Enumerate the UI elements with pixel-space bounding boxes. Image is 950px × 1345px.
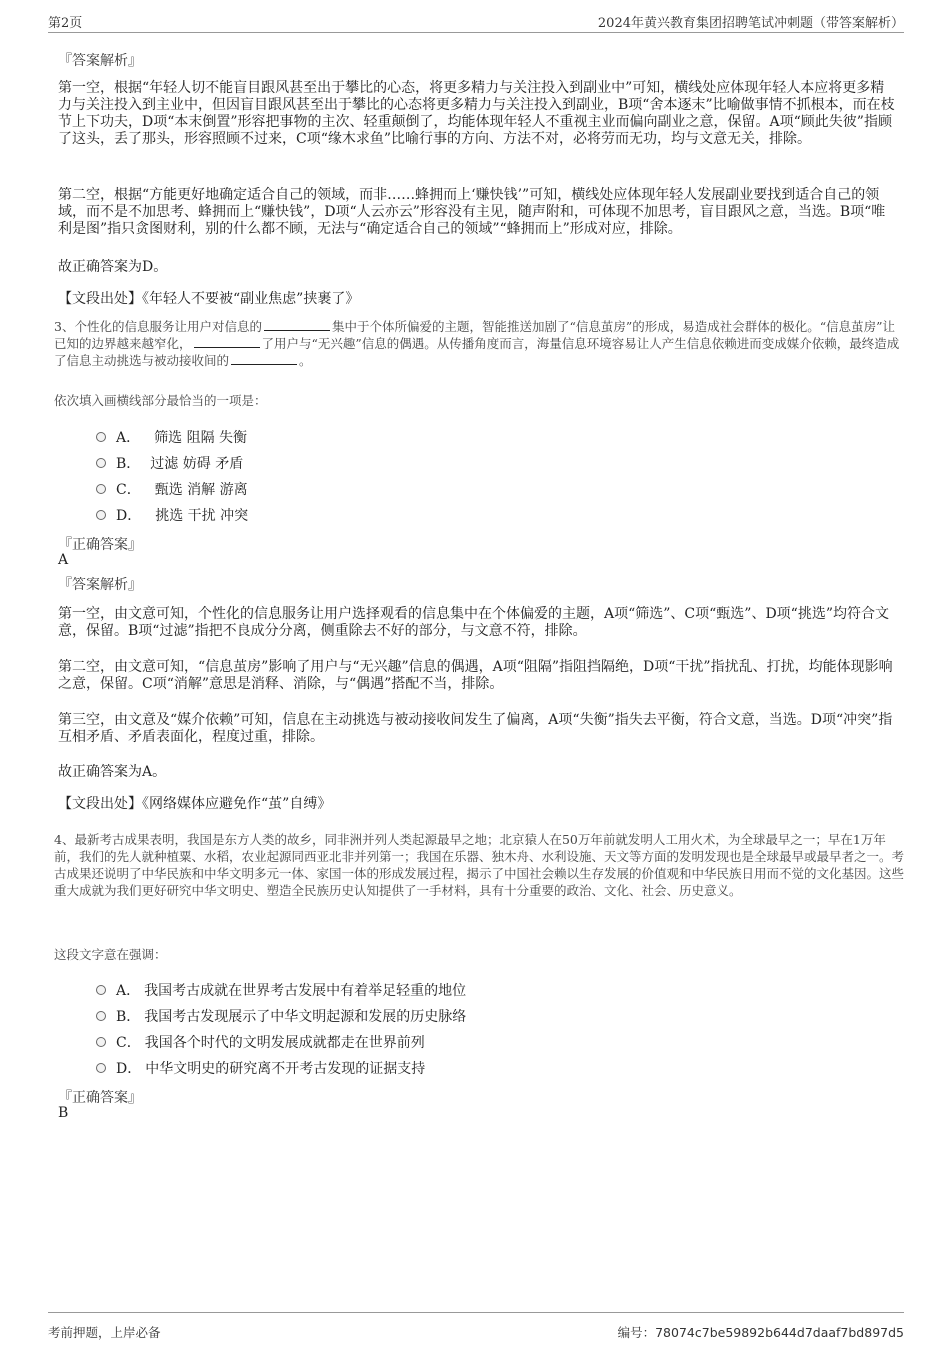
radio-icon[interactable]: [96, 1037, 106, 1047]
q4-answer-label: 『正确答案』: [58, 1090, 142, 1106]
q3-blank-3: [231, 354, 297, 365]
q3-text-part: 3、个性化的信息服务让用户对信息的: [54, 319, 262, 334]
option-letter: A．: [116, 430, 141, 446]
option-text: 中华文明史的研究离不开考古发现的证据支持: [145, 1061, 426, 1077]
option-letter: A．: [116, 983, 141, 999]
option-letter: D．: [116, 1061, 142, 1077]
page-header: [48, 12, 904, 33]
option-letter: B．: [116, 1009, 141, 1025]
q2-source: 【文段出处】《年轻人不要被“副业焦虑”挟裹了》: [58, 291, 360, 307]
option-letter: C．: [116, 482, 141, 498]
q3-answer: A: [58, 552, 69, 568]
q3-analysis-para-2: 第二空，由文意可知，“信息茧房”影响了用户与“无兴趣”信息的偶遇，A项“阻隔”指阻挡隔绝，D项“干扰”指扰乱、打扰，均能体现影响之意，保留。C项“消解”意思是消释、消除，与“偶遇”搭配不当，排除。: [58, 659, 893, 692]
q2-analysis-label: 『答案解析』: [58, 53, 142, 69]
footer-slogan: 考前押题，上岸必备: [48, 1325, 161, 1340]
q3-option-a[interactable]: [96, 427, 247, 447]
option-text: 我国考古成就在世界考古发展中有着举足轻重的地位: [144, 983, 467, 999]
q2-analysis-para-2: 第二空，根据“方能更好地确定适合自己的领域，而非……蜂拥而上‘赚快钱’”可知，横线处应体现年轻人发展副业要找到适合自己的领域，而不是不加思考、蜂拥而上“赚快钱”，D项“人云亦云”形容没有主见，随声附和，可体现不加思考，盲目跟风之意，当选。B项“唯利是图”指只贪图财利，别的什么都不顾，无法与“确定适合自己的领域”“蜂拥而上”形成对应，排除。: [58, 187, 886, 237]
option-letter: C．: [116, 1035, 141, 1051]
option-text: 甄选 消解 游离: [154, 482, 248, 498]
q4-question-text: 4、最新考古成果表明，我国是东方人类的故乡，同非洲并列人类起源最早之地；北京猿人在50万年前就发明人工用火术，为全球最早之一；早在1万年前，我们的先人就种植粟、水稻，农业起源同西亚北非并列第一；我国在乐器、独木舟、水利设施、天文等方面的发明发现也是全球最早或最早者之一。考古成果还说明了中华民族和中华文明多元一体、家国一体的形成发展过程，揭示了中国社会赖以生存发展的价值观和中华民族日用而不觉的文化基因。这些重大成就为我们更好研究中华文明史、塑造全民族历史认知提供了一手材料，具有十分重要的政治、文化、社会、历史意义。: [54, 832, 905, 898]
q3-text-part: 了用户与“无兴趣”信息的偶遇。从传播角度而言，海量信息环境容易让人产生信息依赖进而变成媒介依赖，最终造成了信息主动挑选与被动接收间的: [54, 336, 900, 368]
document-title: 2024年黄兴教育集团招聘笔试冲刺题（带答案解析）: [597, 16, 904, 31]
q3-blank-1: [264, 320, 330, 331]
page-number: 第2页: [48, 16, 83, 31]
option-text: 挑选 干扰 冲突: [155, 508, 249, 524]
option-text: 过滤 妨碍 矛盾: [150, 456, 244, 472]
q3-option-b[interactable]: [96, 453, 243, 473]
q3-conclusion: 故正确答案为A。: [58, 764, 167, 780]
radio-icon[interactable]: [96, 458, 106, 468]
q3-option-d[interactable]: [96, 505, 248, 525]
option-letter: B．: [116, 456, 141, 472]
q4-answer: B: [58, 1105, 69, 1121]
q4-prompt: 这段文字意在强调：: [54, 947, 167, 962]
q3-analysis-para-3: 第三空，由文意及“媒介依赖”可知，信息在主动挑选与被动接收间发生了偏离，A项“失衡”指失去平衡，符合文意，当选。D项“冲突”指互相矛盾、矛盾表面化，程度过重，排除。: [58, 712, 893, 745]
q2-conclusion: 故正确答案为D。: [58, 259, 168, 275]
document-code: 编号：78074c7be59892b644d7daaf7bd897d5: [617, 1325, 904, 1340]
radio-icon[interactable]: [96, 985, 106, 995]
q3-option-c[interactable]: [96, 479, 248, 499]
q3-text-part: 集中于个体所偏爱的主题，智能推送加剧了“信息茧房”的形成，易造成社会群体的极化。“信息茧房”让已知的边界越来越窄化，: [54, 319, 896, 351]
q3-analysis-para-1: 第一空，由文意可知，个性化的信息服务让用户选择观看的信息集中在个体偏爱的主题，A项“筛选”、C项“甄选”、D项“挑选”均符合文意，保留。B项“过滤”指把不良成分分离，侧重除去不好的部分，与文意不符，排除。: [58, 606, 889, 639]
q4-option-d[interactable]: [96, 1058, 425, 1078]
q3-analysis-label: 『答案解析』: [58, 577, 142, 593]
option-text: 我国各个时代的文明发展成就都走在世界前列: [144, 1035, 425, 1051]
q3-blank-2: [194, 337, 260, 348]
q4-option-c[interactable]: [96, 1032, 425, 1052]
option-letter: D．: [116, 508, 142, 524]
radio-icon[interactable]: [96, 1011, 106, 1021]
option-text: 筛选 阻隔 失衡: [154, 430, 248, 446]
q2-analysis-para-1: 第一空，根据“年轻人切不能盲目跟风甚至出于攀比的心态，将更多精力与关注投入到副业中”可知，横线处应体现年轻人本应将更多精力与关注投入到主业中，但因盲目跟风甚至出于攀比的心态将更多精力与关注投入到副业，B项“舍本逐末”比喻做事情不抓根本，而在枝节上下功夫，D项“本末倒置”形容把事物的主次、轻重颠倒了，均能体现年轻人不重视主业而偏向副业之意，保留。A项“顾此失彼”指顾了这头，丢了那头，形容照顾不过来，C项“缘木求鱼”比喻行事的方向、方法不对，必将劳而无功，均与文意无关，排除。: [58, 80, 895, 147]
radio-icon[interactable]: [96, 484, 106, 494]
q3-text-part: 。: [299, 353, 312, 368]
q4-option-b[interactable]: [96, 1006, 466, 1026]
q3-answer-label: 『正确答案』: [58, 537, 142, 553]
q3-source: 【文段出处】《网络媒体应避免作“茧”自缚》: [58, 796, 332, 812]
page-footer: [48, 1312, 904, 1341]
q3-question-text: [54, 318, 904, 369]
radio-icon[interactable]: [96, 1063, 106, 1073]
q4-option-a[interactable]: [96, 980, 466, 1000]
radio-icon[interactable]: [96, 432, 106, 442]
radio-icon[interactable]: [96, 510, 106, 520]
q3-prompt: 依次填入画横线部分最恰当的一项是：: [54, 393, 267, 408]
option-text: 我国考古发现展示了中华文明起源和发展的历史脉络: [144, 1009, 467, 1025]
